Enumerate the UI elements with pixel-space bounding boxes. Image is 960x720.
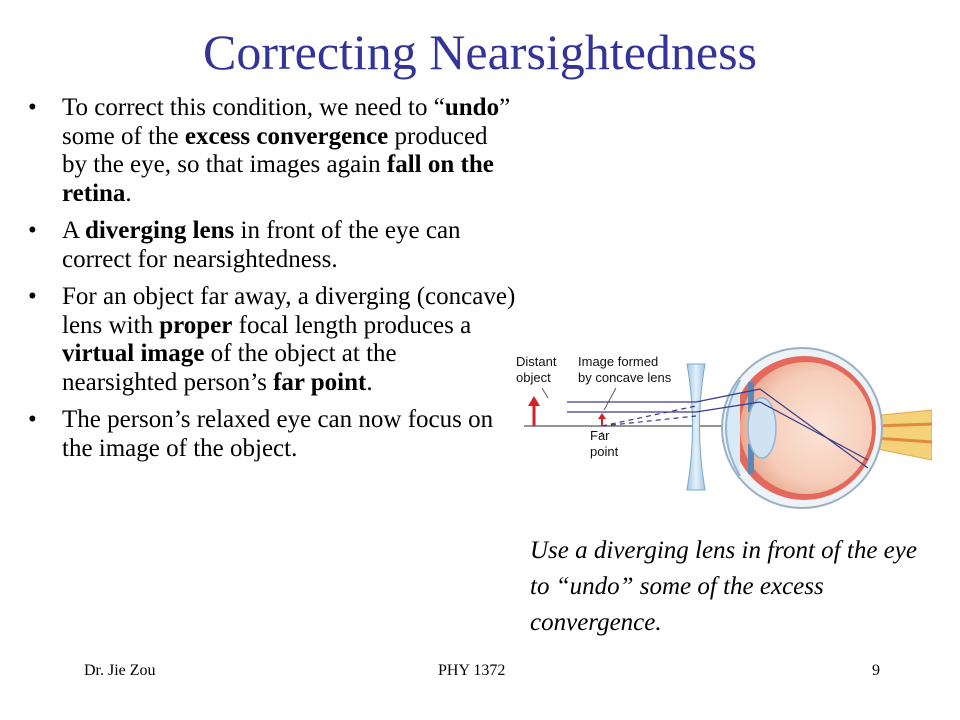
bullet-dot: •: [28, 406, 37, 433]
diagram-svg: [512, 340, 932, 530]
bullet-text: produced by the eye, so that images again: [62, 122, 488, 178]
concave-lens: [687, 364, 705, 490]
bullet-text: ” some of the: [62, 94, 511, 150]
bullet-item: [28, 94, 518, 208]
label-image-formed-1: Image formed: [578, 354, 659, 369]
label-distant-object-2: object: [516, 370, 551, 385]
figure-caption: Use a diverging lens in front of the eye to “undo” some of the excess convergence.: [530, 537, 917, 636]
bullet-dot: •: [28, 94, 37, 121]
bullet-emphasis: diverging lens: [84, 217, 235, 244]
bullet-item: [28, 217, 518, 274]
bullet-text: A: [62, 217, 85, 244]
bullet-text: For an object far away, a diverging (concave) lens with: [62, 283, 516, 339]
label-distant-object-1: Distant: [516, 354, 557, 369]
nearsighted-correction-diagram: [512, 340, 932, 530]
eye-illustration: [722, 348, 932, 508]
bullet-text: The person’s relaxed eye can now focus on the image of the object.: [62, 406, 494, 462]
bullet-emphasis: far point: [273, 368, 367, 396]
footer-page-number: 9: [872, 662, 880, 679]
bullet-emphasis: excess convergence: [184, 122, 389, 150]
virtual-image-arrow: [598, 413, 606, 426]
bullet-list: [28, 94, 518, 463]
footer-course: PHY 1372: [438, 662, 506, 679]
bullet-text: in front of the eye can correct for nearsightedness.: [62, 217, 461, 273]
footer-author: Dr. Jie Zou: [84, 662, 156, 679]
bullet-emphasis: undo: [444, 94, 500, 121]
slide-title: Correcting Nearsightedness: [202, 24, 757, 80]
bullet-text: of the object at the nearsighted person’s: [62, 340, 397, 396]
label-image-formed-2: by concave lens: [578, 370, 672, 385]
bullet-dot: •: [28, 217, 37, 244]
bullet-emphasis: virtual image: [62, 340, 205, 367]
bullet-text: focal length produces a: [232, 311, 472, 339]
bullet-emphasis: fall on the retina: [62, 151, 494, 207]
bullet-text: .: [125, 179, 132, 207]
bullet-item: [28, 406, 518, 463]
label-far-point-1: Far: [590, 428, 610, 443]
object-arrow: [528, 396, 540, 426]
bullet-emphasis: proper: [159, 311, 233, 339]
bullet-item: [28, 283, 518, 397]
bullet-text: .: [366, 368, 373, 396]
bullet-text: To correct this condition, we need to “: [62, 94, 445, 121]
bullet-dot: •: [28, 283, 37, 310]
label-far-point-2: point: [590, 444, 619, 459]
